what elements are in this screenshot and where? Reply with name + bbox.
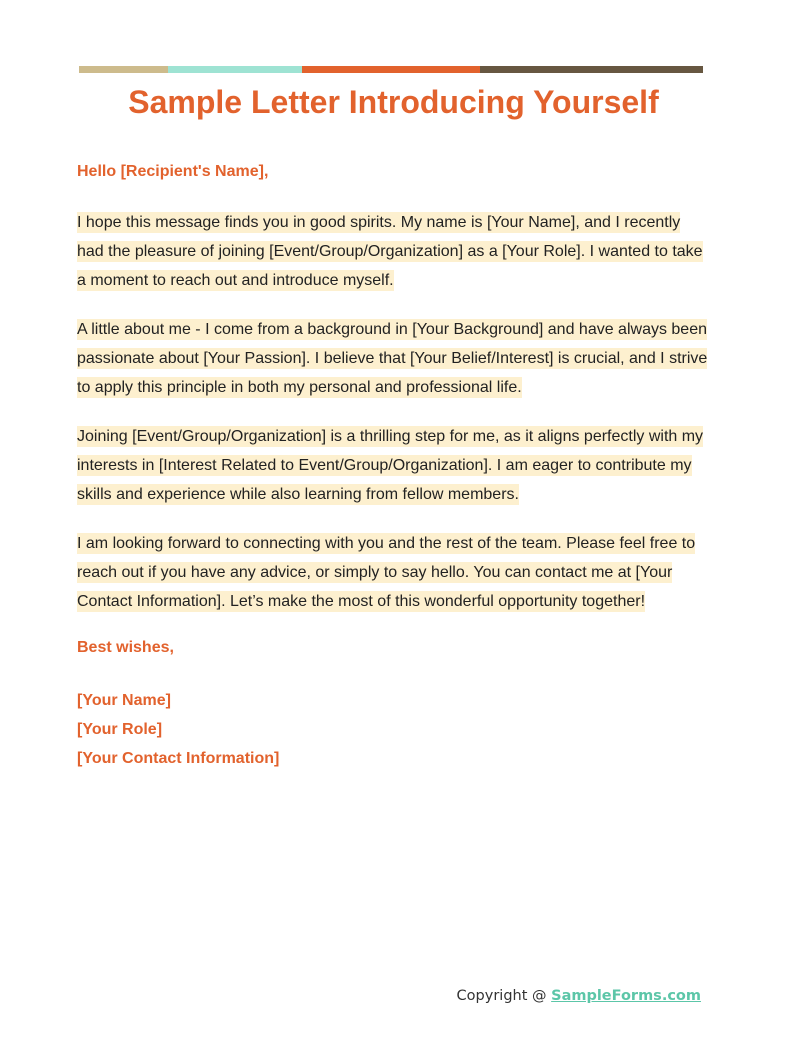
signature-name: [Your Name] [77,692,171,709]
color-bar-segment-orange [302,66,480,73]
signature-block [77,686,709,773]
letter-body [77,160,709,773]
signature-contact: [Your Contact Information] [77,750,280,767]
paragraph [77,529,709,616]
paragraph-text: Joining [Event/Group/Organization] is a thrilling step for me, as it aligns perfectly with my interests in [Interest Related to Event/Group/Organization]. I am eager to contribute my skills and experience while also learning from fellow members. [77,428,704,503]
document-title: Sample Letter Introducing Yourself [128,84,659,120]
color-bar-segment-tan [79,66,168,73]
color-bar-segment-brown [480,66,703,73]
paragraph [77,315,709,402]
paragraph-text: I am looking forward to connecting with you and the rest of the team. Please feel free to reach out if you have any advice, or simply to say hello. You can contact me at [Your Contact Information]. Let’s make the most of this wonderful opportunity together! [77,535,696,610]
copyright-text: Copyright @ [456,988,552,1004]
closing: Best wishes, [77,639,174,656]
paragraph-text: A little about me - I come from a background in [Your Background] and have always been passionate about [Your Passion]. I believe that [Your Belief/Interest] is crucial, and I strive to apply this principle in both my personal and professional life. [77,321,708,396]
paragraph [77,422,709,509]
paragraph [77,208,709,295]
decorative-color-bar [79,66,703,73]
greeting: Hello [Recipient's Name], [77,163,269,180]
signature-role: [Your Role] [77,721,163,738]
color-bar-segment-mint [168,66,302,73]
footer [457,988,701,1004]
paragraph-text: I hope this message finds you in good spirits. My name is [Your Name], and I recently had the pleasure of joining [Event/Group/Organization] as a [Your Role]. I wanted to take a moment to reach out and introduce myself. [77,214,703,289]
brand-link[interactable]: SampleForms.com [551,988,701,1004]
